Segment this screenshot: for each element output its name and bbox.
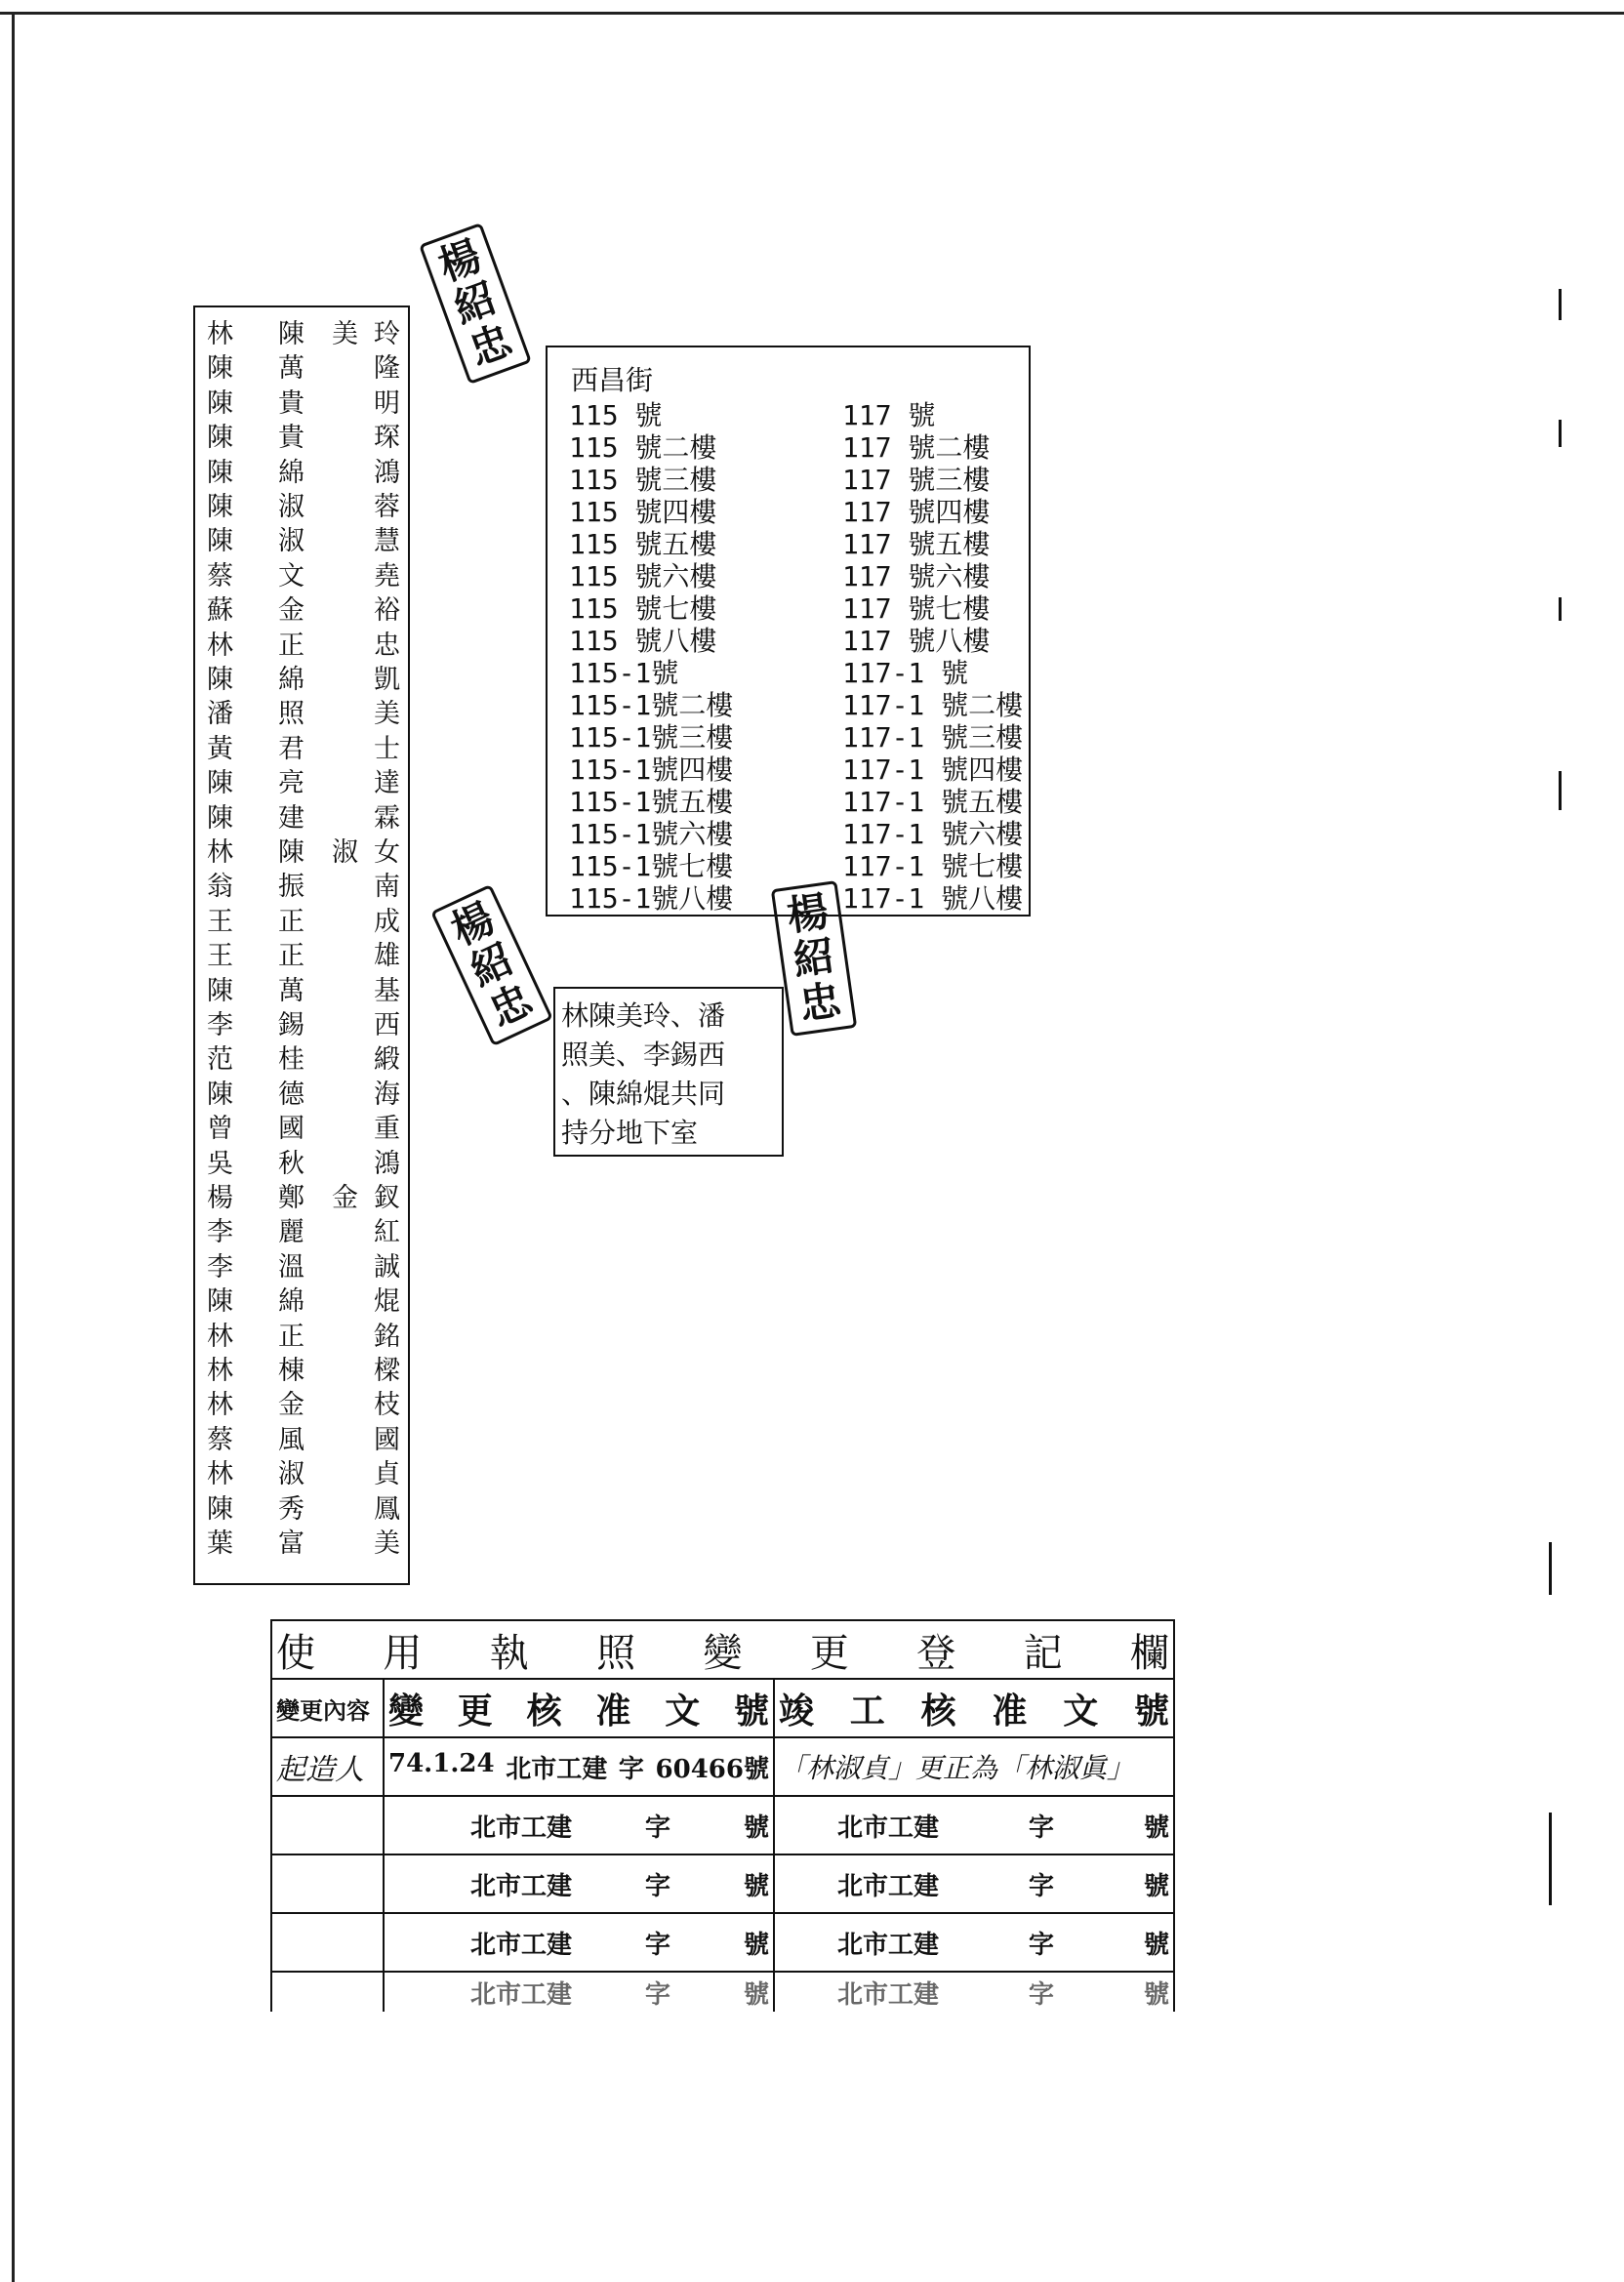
owner-name-char: 鴻 — [374, 1148, 400, 1179]
address-left-item: 115 號 — [569, 399, 663, 431]
address-right-item: 117-1 號六樓 — [842, 818, 1024, 850]
approval-org: 北市工建 — [506, 1754, 608, 1784]
approval-hao: 號 — [743, 1871, 769, 1901]
owner-name-char: 士 — [374, 733, 400, 764]
owner-name-char: 堯 — [374, 560, 400, 591]
owner-name-char: 富 — [278, 1528, 304, 1559]
owner-name-char: 照 — [278, 699, 304, 730]
approval-org: 北市工建 — [470, 1930, 573, 1960]
owner-name-char: 文 — [278, 560, 304, 591]
owner-name-row — [195, 1044, 412, 1075]
title-char: 更 — [809, 1630, 849, 1676]
owner-name-char: 林 — [207, 319, 233, 349]
title-char: 記 — [1023, 1630, 1063, 1676]
header-char: 號 — [733, 1690, 769, 1732]
header-char: 號 — [1133, 1690, 1169, 1732]
owner-name-char: 正 — [278, 1321, 304, 1352]
owner-name-char: 隆 — [374, 353, 400, 385]
address-list-block — [546, 346, 1031, 917]
owner-name-char: 裕 — [374, 595, 400, 627]
basement-shared-ownership-note — [553, 987, 784, 1157]
owner-name-char: 貴 — [278, 387, 304, 419]
registration-row — [271, 1913, 1174, 1972]
address-left-item: 115 號七樓 — [569, 592, 717, 625]
owner-name-row — [195, 872, 412, 902]
stamp-char: 紹 — [463, 934, 521, 996]
owner-name-char: 建 — [278, 802, 304, 834]
owner-name-char: 銘 — [374, 1321, 400, 1352]
owner-name-char: 金 — [278, 1390, 304, 1421]
approval-hao: 號 — [743, 1979, 769, 2010]
owner-name-row — [195, 768, 412, 798]
stamp-char: 忠 — [481, 975, 540, 1037]
approval-org: 北市工建 — [470, 1813, 573, 1843]
address-right-item: 117-1 號二樓 — [842, 689, 1024, 721]
owner-name-row — [195, 1010, 412, 1040]
owner-name-char: 林 — [207, 630, 233, 661]
owner-name-char: 鳳 — [374, 1493, 400, 1525]
note-line: 持分地下室 — [561, 1117, 699, 1149]
owner-name-char: 亮 — [278, 768, 304, 799]
address-right-item: 117-1 號四樓 — [842, 754, 1024, 786]
change-content-cell — [271, 1854, 384, 1913]
completion-zi: 字 — [1029, 1979, 1055, 2010]
owner-name-char: 美 — [374, 699, 400, 730]
approval-hao: 號 — [743, 1813, 769, 1843]
owner-name-char: 李 — [207, 1251, 233, 1283]
owner-name-row — [195, 1149, 412, 1179]
address-right-item: 117-1 號三樓 — [842, 721, 1024, 754]
owner-name-char: 范 — [207, 1044, 233, 1076]
completion-org: 北市工建 — [837, 1930, 940, 1960]
scan-mark — [1559, 420, 1562, 447]
stamp-char: 忠 — [463, 315, 518, 375]
completion-approval-cell — [774, 1913, 1174, 1972]
owner-name-char: 海 — [374, 1079, 400, 1110]
address-left-item: 115 號八樓 — [569, 625, 717, 657]
owner-name-char: 陳 — [207, 423, 233, 454]
address-right-item: 117-1 號五樓 — [842, 786, 1024, 818]
approval-date: 74.1.24 — [388, 1748, 495, 1778]
owner-name-char: 鄭 — [278, 1183, 304, 1213]
owner-name-char: 曾 — [207, 1114, 233, 1145]
approval-org: 北市工建 — [470, 1979, 573, 2010]
owner-name-char: 陳 — [207, 1493, 233, 1525]
registration-row — [271, 1737, 1174, 1796]
note-line: 照美、李錫西 — [561, 1039, 726, 1071]
owner-name-row — [195, 941, 412, 971]
owner-name-row — [195, 1459, 412, 1489]
change-approval-cell — [384, 1854, 774, 1913]
owner-name-char: 陳 — [207, 1079, 233, 1110]
address-left-item: 115-1號 — [569, 657, 679, 689]
approval-number-group — [744, 1975, 769, 2011]
owner-name-row — [195, 353, 412, 384]
change-approval-number-header — [384, 1679, 774, 1737]
owner-name-char: 正 — [278, 906, 304, 937]
owner-name-char: 慧 — [374, 526, 400, 557]
owner-name-char: 金 — [332, 1183, 358, 1213]
owner-name-row — [195, 492, 412, 522]
stamp-char: 紹 — [790, 931, 838, 985]
owner-name-char: 國 — [374, 1424, 400, 1455]
owner-name-char: 吳 — [207, 1148, 233, 1179]
approval-number-group — [744, 1808, 769, 1844]
approval-number-group — [744, 1866, 769, 1902]
owner-name-char: 陳 — [278, 319, 304, 349]
approval-zi: 字 — [644, 1813, 670, 1843]
approval-number-group — [744, 1925, 769, 1961]
owner-name-row — [195, 458, 412, 488]
owner-name-char: 萬 — [278, 975, 304, 1006]
owner-name-char: 樑 — [374, 1356, 400, 1386]
owner-name-char: 重 — [374, 1114, 400, 1145]
note-line: 、陳綿焜共同 — [561, 1078, 726, 1110]
owner-name-char: 溫 — [278, 1251, 304, 1283]
completion-zi: 字 — [1029, 1813, 1055, 1843]
owner-name-char: 陳 — [207, 802, 233, 834]
owner-name-char: 萬 — [278, 353, 304, 385]
owner-name-row — [195, 1183, 412, 1213]
owner-name-char: 紅 — [374, 1217, 400, 1248]
owner-name-char: 林 — [207, 837, 233, 868]
scan-mark — [1559, 289, 1562, 320]
header-char: 更 — [457, 1690, 493, 1732]
change-approval-cell — [384, 1796, 774, 1854]
stamp-char: 楊 — [784, 886, 832, 941]
name-seal-stamp — [430, 884, 553, 1046]
owner-name-char: 蘇 — [207, 595, 233, 627]
change-content-cell — [271, 1796, 384, 1854]
owner-name-char: 陳 — [207, 457, 233, 488]
owner-name-char: 忠 — [374, 630, 400, 661]
owner-name-char: 美 — [332, 319, 358, 349]
owner-name-char: 蔡 — [207, 560, 233, 591]
owner-name-char: 美 — [374, 1528, 400, 1559]
completion-zi: 字 — [1029, 1930, 1055, 1960]
owner-name-row — [195, 388, 412, 419]
name-seal-stamp — [419, 223, 532, 385]
address-left-item: 115-1號五樓 — [569, 786, 734, 818]
approval-zi: 字 — [618, 1754, 644, 1784]
title-char: 使 — [276, 1630, 315, 1676]
completion-org: 北市工建 — [837, 1979, 940, 2010]
owner-name-char: 雄 — [374, 941, 400, 972]
handwritten-remark: 「林淑貞」更正為「林淑眞」 — [779, 1752, 1135, 1784]
owner-name-row — [195, 1322, 412, 1352]
owner-name-row — [195, 423, 412, 453]
owner-name-char: 李 — [207, 1010, 233, 1040]
change-content-cell — [271, 1913, 384, 1972]
approval-zi: 字 — [644, 1930, 670, 1960]
owner-name-char: 枝 — [374, 1390, 400, 1421]
address-right-item: 117-1 號八樓 — [842, 882, 1024, 915]
address-right-item: 117 號二樓 — [842, 431, 991, 464]
owner-name-row — [195, 561, 412, 591]
completion-approval-number-header — [774, 1679, 1174, 1737]
owner-name-char: 葉 — [207, 1528, 233, 1559]
owner-name-char: 林 — [207, 1321, 233, 1352]
header-char: 變 — [388, 1690, 425, 1732]
owner-name-char: 淑 — [278, 1459, 304, 1490]
owner-name-char: 王 — [207, 906, 233, 937]
address-left-item: 115 號二樓 — [569, 431, 717, 464]
address-left-item: 115-1號六樓 — [569, 818, 734, 850]
registration-row — [271, 1854, 1174, 1913]
owner-name-char: 琛 — [374, 423, 400, 454]
owner-name-row — [195, 1356, 412, 1386]
scan-mark — [1549, 1542, 1552, 1595]
owner-names-list — [193, 306, 410, 1585]
registration-row — [271, 1972, 1174, 2012]
address-left-item: 115 號四樓 — [569, 496, 717, 528]
owner-name-char: 霖 — [374, 802, 400, 834]
owner-name-char: 陳 — [278, 837, 304, 868]
owner-name-row — [195, 1114, 412, 1144]
owner-name-char: 黃 — [207, 733, 233, 764]
approval-org: 北市工建 — [470, 1871, 573, 1901]
note-line: 林陳美玲、潘 — [561, 999, 726, 1032]
owner-name-char: 林 — [207, 1390, 233, 1421]
owner-name-char: 德 — [278, 1079, 304, 1110]
completion-hao: 號 — [1144, 1871, 1170, 1901]
owner-name-row — [195, 665, 412, 695]
owner-name-char: 誠 — [374, 1251, 400, 1283]
approval-number: 60466 — [655, 1754, 744, 1784]
header-char: 核 — [920, 1690, 956, 1732]
title-char: 照 — [596, 1630, 636, 1676]
owner-name-row — [195, 319, 412, 349]
owner-name-char: 蔡 — [207, 1424, 233, 1455]
owner-name-char: 南 — [374, 872, 400, 903]
owner-name-char: 國 — [278, 1114, 304, 1145]
address-left-item: 115-1號二樓 — [569, 689, 734, 721]
address-left-item: 115 號三樓 — [569, 464, 717, 496]
title-char: 登 — [916, 1630, 956, 1676]
owner-name-char: 翁 — [207, 872, 233, 903]
address-right-item: 117-1 號 — [842, 657, 969, 689]
registration-row — [271, 1796, 1174, 1854]
owner-name-char: 鴻 — [374, 457, 400, 488]
approval-zi: 字 — [644, 1979, 670, 2010]
owner-name-row — [195, 837, 412, 868]
stamp-char: 紹 — [447, 273, 503, 333]
owner-name-char: 秀 — [278, 1493, 304, 1525]
header-char: 文 — [1063, 1690, 1099, 1732]
owner-name-row — [195, 1252, 412, 1283]
change-content-cell: 起造人 — [271, 1737, 384, 1796]
header-char: 核 — [526, 1690, 562, 1732]
owner-name-char: 蓉 — [374, 492, 400, 522]
owner-name-char: 陳 — [207, 975, 233, 1006]
owner-name-char: 達 — [374, 768, 400, 799]
owner-name-char: 棟 — [278, 1356, 304, 1386]
completion-org: 北市工建 — [837, 1813, 940, 1843]
owner-name-char: 秋 — [278, 1148, 304, 1179]
owner-name-row — [195, 734, 412, 764]
owner-name-row — [195, 1390, 412, 1420]
page-top-border — [0, 12, 1624, 15]
owner-name-char: 金 — [278, 595, 304, 627]
owner-name-row — [195, 1080, 412, 1110]
owner-name-char: 基 — [374, 975, 400, 1006]
address-left-item: 115-1號七樓 — [569, 850, 734, 882]
owner-name-char: 振 — [278, 872, 304, 903]
owner-name-char: 陳 — [207, 526, 233, 557]
owner-name-row — [195, 1217, 412, 1247]
completion-hao: 號 — [1144, 1930, 1170, 1960]
change-approval-cell — [384, 1737, 774, 1796]
scan-mark — [1549, 1813, 1552, 1905]
owner-name-char: 李 — [207, 1217, 233, 1248]
owner-name-char: 淑 — [332, 837, 358, 868]
stamp-char: 忠 — [796, 975, 844, 1030]
change-approval-cell — [384, 1972, 774, 2012]
owner-name-char: 焜 — [374, 1286, 400, 1318]
approval-date — [388, 1975, 397, 2011]
owner-name-char: 潘 — [207, 699, 233, 730]
scan-mark — [1559, 771, 1562, 810]
change-content-header: 變更內容 — [271, 1679, 384, 1737]
completion-approval-cell — [774, 1854, 1174, 1913]
address-left-item: 115 號六樓 — [569, 560, 717, 592]
approval-hao: 號 — [743, 1754, 769, 1784]
completion-approval-cell — [774, 1796, 1174, 1854]
owner-name-row — [195, 976, 412, 1006]
owner-name-char: 貞 — [374, 1459, 400, 1490]
header-char: 文 — [665, 1690, 701, 1732]
owner-name-char: 淑 — [278, 492, 304, 522]
approval-date — [388, 1866, 397, 1902]
owner-name-char: 成 — [374, 906, 400, 937]
completion-hao: 號 — [1144, 1979, 1170, 2010]
page-left-border — [12, 12, 15, 2282]
owner-name-char: 貴 — [278, 423, 304, 454]
owner-name-char: 淑 — [278, 526, 304, 557]
usage-license-change-registration — [270, 1619, 1173, 2029]
title-char: 欄 — [1130, 1630, 1169, 1676]
stamp-char: 楊 — [431, 231, 488, 291]
change-approval-cell — [384, 1913, 774, 1972]
owner-name-char: 綿 — [278, 1286, 304, 1318]
owner-name-row — [195, 1425, 412, 1455]
owner-name-row — [195, 699, 412, 729]
address-right-item: 117 號六樓 — [842, 560, 991, 592]
registration-title — [271, 1620, 1174, 1679]
completion-org: 北市工建 — [837, 1871, 940, 1901]
owner-name-char: 林 — [207, 1459, 233, 1490]
address-right-item: 117 號八樓 — [842, 625, 991, 657]
owner-name-char: 陳 — [207, 665, 233, 695]
owner-name-row — [195, 1286, 412, 1317]
approval-date — [388, 1808, 397, 1844]
completion-hao: 號 — [1144, 1813, 1170, 1843]
approval-date — [388, 1925, 397, 1961]
address-left-item: 115-1號四樓 — [569, 754, 734, 786]
address-right-item: 117-1 號七樓 — [842, 850, 1024, 882]
address-left-item: 115-1號八樓 — [569, 882, 734, 915]
owner-name-char: 桂 — [278, 1044, 304, 1076]
owner-name-row — [195, 803, 412, 834]
owner-name-char: 楊 — [207, 1183, 233, 1213]
owner-name-char: 西 — [374, 1010, 400, 1040]
approval-number-group — [656, 1749, 769, 1785]
owner-name-char: 陳 — [207, 353, 233, 385]
owner-name-char: 明 — [374, 387, 400, 419]
header-char: 准 — [595, 1690, 631, 1732]
owner-name-char: 陳 — [207, 1286, 233, 1318]
address-right-item: 117 號 — [842, 399, 936, 431]
owner-name-row — [195, 907, 412, 937]
owner-name-row — [195, 526, 412, 556]
change-content-cell — [271, 1972, 384, 2012]
address-left-item: 115 號五樓 — [569, 528, 717, 560]
owner-name-char: 女 — [374, 837, 400, 868]
address-right-item: 117 號五樓 — [842, 528, 991, 560]
completion-approval-cell — [774, 1737, 1174, 1796]
owner-name-char: 緞 — [374, 1044, 400, 1076]
owner-name-row — [195, 1494, 412, 1525]
owner-name-char: 陳 — [207, 768, 233, 799]
owner-name-char: 正 — [278, 941, 304, 972]
title-char: 用 — [383, 1630, 423, 1676]
owner-name-char: 風 — [278, 1424, 304, 1455]
owner-name-char: 林 — [207, 1356, 233, 1386]
owner-name-char: 君 — [278, 733, 304, 764]
owner-name-char: 錫 — [278, 1010, 304, 1040]
street-name: 西昌街 — [571, 364, 654, 396]
owner-name-char: 陳 — [207, 492, 233, 522]
owner-name-char: 王 — [207, 941, 233, 972]
stamp-char: 楊 — [443, 893, 502, 955]
title-char: 變 — [703, 1630, 743, 1676]
approval-zi: 字 — [644, 1871, 670, 1901]
completion-zi: 字 — [1029, 1871, 1055, 1901]
header-char: 准 — [992, 1690, 1028, 1732]
address-right-item: 117 號三樓 — [842, 464, 991, 496]
completion-approval-cell — [774, 1972, 1174, 2012]
owner-name-char: 綿 — [278, 457, 304, 488]
approval-hao: 號 — [743, 1930, 769, 1960]
owner-name-char: 凱 — [374, 665, 400, 695]
owner-name-char: 釵 — [374, 1183, 400, 1213]
address-left-item: 115-1號三樓 — [569, 721, 734, 754]
owner-name-char: 陳 — [207, 387, 233, 419]
owner-name-row — [195, 1528, 412, 1559]
address-right-item: 117 號七樓 — [842, 592, 991, 625]
owner-name-row — [195, 595, 412, 626]
owner-name-char: 麗 — [278, 1217, 304, 1248]
owner-name-char: 正 — [278, 630, 304, 661]
owner-name-char: 綿 — [278, 665, 304, 695]
header-char: 竣 — [779, 1690, 815, 1732]
owner-name-row — [195, 631, 412, 661]
title-char: 執 — [489, 1630, 529, 1676]
header-char: 工 — [849, 1690, 885, 1732]
owner-name-char: 玲 — [374, 319, 400, 349]
address-right-item: 117 號四樓 — [842, 496, 991, 528]
scan-mark — [1559, 597, 1562, 621]
